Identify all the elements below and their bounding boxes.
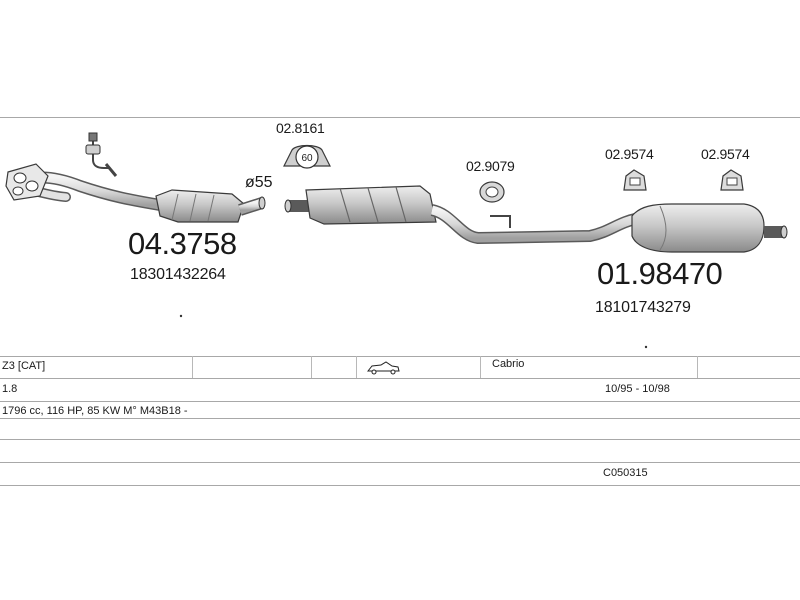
pipe-diameter-label: ø55: [245, 174, 273, 191]
rubber-mount-2: [721, 170, 743, 190]
rear-silencer: [632, 204, 787, 252]
stray-dot: [645, 346, 647, 348]
clamp-part: [284, 146, 330, 169]
downpipe-part-number: 04.3758: [128, 226, 237, 261]
rubber-mount-1-part-number: 02.9574: [605, 146, 654, 162]
rear-silencer-oem-number: 18101743279: [595, 299, 691, 316]
downpipe-oem-number: 18301432264: [130, 266, 226, 283]
body-type-cell: Cabrio: [492, 358, 525, 370]
stray-dot: [180, 315, 182, 317]
gasket-part: [480, 182, 504, 202]
engine-cell: 1.8: [2, 383, 18, 395]
cabrio-car-icon: [368, 362, 399, 374]
rubber-mount-2-part-number: 02.9574: [701, 146, 750, 162]
middle-and-rear-pipe: [285, 186, 640, 238]
model-cell: Z3 [CAT]: [2, 360, 46, 372]
rear-silencer-part-number: 01.98470: [597, 256, 723, 291]
catalog-code-cell: C050315: [603, 467, 648, 479]
clamp-part-number: 02.8161: [276, 120, 325, 136]
production-period-cell: 10/95 - 10/98: [605, 383, 670, 395]
gasket-part-number: 02.9079: [466, 158, 515, 174]
rubber-mount-1: [624, 170, 646, 190]
clamp-size-label: 60: [301, 153, 313, 164]
downpipe-catalyst: [6, 133, 265, 222]
engine-details-cell: 1796 cc, 116 HP, 85 KW M° M43B18 -: [2, 405, 188, 417]
